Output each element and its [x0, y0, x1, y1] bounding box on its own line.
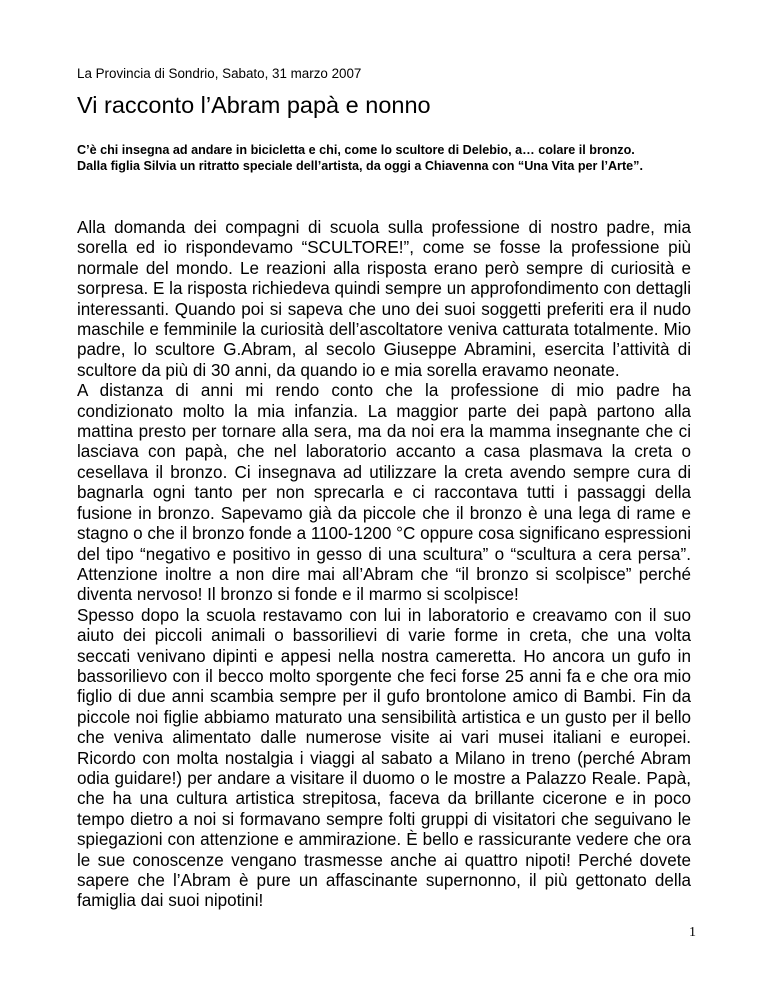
- body-paragraph: Alla domanda dei compagni di scuola sulla professione di nostro padre, mia sorella ed io rispondevamo “SCULTORE!”, come se fosse la professione più normale del mondo. Le reazioni alla risposta erano però sempre di curiosità e sorpresa. E la risposta richiedeva quindi sempre un approfondimento con dettagli interessanti. Quando poi si sapeva che uno dei suoi soggetti preferiti era il nudo maschile e femminile la curiosità dell’ascoltatore veniva catturata totalmente. Mio padre, lo scultore G.Abram, al secolo Giuseppe Abramini, esercita l’attività di scultore da più di 30 anni, da quando io e mia sorella eravamo neonate.: [77, 218, 691, 380]
- subtitle-line: C’è chi insegna ad andare in bicicletta e chi, come lo scultore di Delebio, a… colare il bronzo.: [77, 143, 635, 157]
- body-paragraph: A distanza di anni mi rendo conto che la professione di mio padre ha condizionato molto la mia infanzia. La maggior parte dei papà partono alla mattina presto per tornare alla sera, ma da noi era la mamma insegnante che ci lasciava con papà, che nel laboratorio accanto a casa plasmava la creta o cesellava il bronzo. Ci insegnava ad utilizzare la creta avendo sempre cura di bagnarla ogni tanto per non sprecarla e ci raccontava tutti i passaggi della fusione in bronzo. Sapevamo già da piccole che il bronzo è una lega di rame e stagno o che il bronzo fonde a 1100-1200 °C oppure cosa significano espressioni del tipo “negativo e positivo in gesso di una scultura” o “scultura a cera persa”. Attenzione inoltre a non dire mai all’Abram che “il bronzo si scolpisce” perché diventa nervoso! Il bronzo si fonde e il marmo si scolpisce!: [77, 381, 691, 605]
- page-number: 1: [689, 925, 696, 940]
- newspaper-source-line: La Provincia di Sondrio, Sabato, 31 marzo 2007: [77, 66, 362, 81]
- article-body: [77, 218, 691, 912]
- article-subtitle: [77, 142, 691, 175]
- article-title: Vi racconto l’Abram papà e nonno: [77, 92, 431, 118]
- body-paragraph: Spesso dopo la scuola restavamo con lui in laboratorio e creavamo con il suo aiuto dei piccoli animali o bassorilievi di varie forme in creta, che una volta seccati venivano dipinti e appesi nella nostra cameretta. Ho ancora un gufo in bassorilievo con il becco molto sporgente che feci forse 25 anni fa e che ora mio figlio di due anni scambia sempre per il gufo brontolone amico di Bambi. Fin da piccole noi figlie abbiamo maturato una sensibilità artistica e un gusto per il bello che veniva alimentato dalle numerose visite ai vari musei italiani e europei. Ricordo con molta nostalgia i viaggi al sabato a Milano in treno (perché Abram odia guidare!) per andare a visitare il duomo o le mostre a Palazzo Reale. Papà, che ha una cultura artistica strepitosa, faceva da brillante cicerone e in poco tempo dietro a noi si formavano sempre folti gruppi di visitatori che seguivano le spiegazioni con attenzione e ammirazione. È bello e rassicurante vedere che ora le sue conoscenze vengano trasmesse anche ai quattro nipoti! Perché dovete sapere che l’Abram è pure un affascinante supernonno, il più gettonato della famiglia dai suoi nipotini!: [77, 605, 691, 911]
- subtitle-line: Dalla figlia Silvia un ritratto speciale dell’artista, da oggi a Chiavenna con “Una Vita per l’Arte”.: [77, 159, 643, 174]
